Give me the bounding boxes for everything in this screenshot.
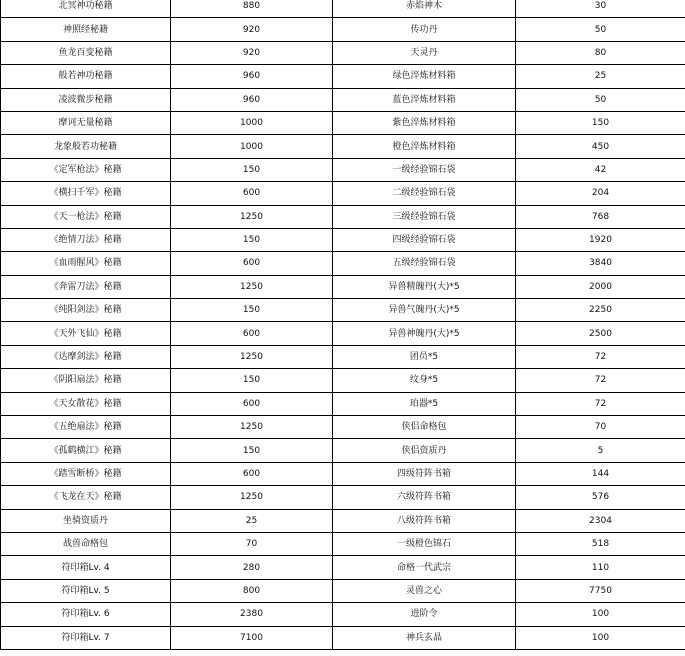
table-row bbox=[1, 603, 685, 626]
item-name-cell-2: 蓝色淬炼材料箱 bbox=[333, 88, 516, 111]
table-row bbox=[1, 416, 685, 439]
item-price-cell: 7100 bbox=[171, 626, 333, 649]
table-row bbox=[1, 299, 685, 322]
item-name-cell-2: 赤焰神木 bbox=[333, 0, 516, 18]
item-name-cell: 符印箱Lv. 6 bbox=[1, 603, 171, 626]
item-price-cell-2: 72 bbox=[516, 345, 685, 368]
item-price-cell-2: 50 bbox=[516, 88, 685, 111]
item-name-cell-2: 珀器*5 bbox=[333, 392, 516, 415]
item-name-cell: 坐骑资质丹 bbox=[1, 509, 171, 532]
item-price-cell: 150 bbox=[171, 228, 333, 251]
item-price-cell: 70 bbox=[171, 532, 333, 555]
item-price-cell-2: 25 bbox=[516, 65, 685, 88]
item-name-cell-2: 一级经验锦石袋 bbox=[333, 158, 516, 181]
item-name-cell: 《踏雪断桥》秘籍 bbox=[1, 462, 171, 485]
table-row bbox=[1, 345, 685, 368]
item-price-cell: 880 bbox=[171, 0, 333, 18]
item-name-cell: 《纯阳剑法》秘籍 bbox=[1, 299, 171, 322]
item-name-cell: 战兽命格包 bbox=[1, 532, 171, 555]
item-name-cell-2: 侠侣命格包 bbox=[333, 416, 516, 439]
table-row bbox=[1, 275, 685, 298]
item-name-cell-2: 四级符阵书箱 bbox=[333, 462, 516, 485]
item-name-cell-2: 团员*5 bbox=[333, 345, 516, 368]
item-name-cell-2: 侠侣资质丹 bbox=[333, 439, 516, 462]
item-name-cell: 般若神功秘籍 bbox=[1, 65, 171, 88]
item-price-cell: 150 bbox=[171, 299, 333, 322]
item-name-cell-2: 绿色淬炼材料箱 bbox=[333, 65, 516, 88]
item-name-cell: 神照经秘籍 bbox=[1, 18, 171, 41]
item-name-cell: 摩诃无量秘籍 bbox=[1, 111, 171, 134]
table-row bbox=[1, 369, 685, 392]
item-price-cell: 1250 bbox=[171, 205, 333, 228]
item-price-cell: 600 bbox=[171, 392, 333, 415]
table-row bbox=[1, 18, 685, 41]
item-name-cell-2: 紫色淬炼材料箱 bbox=[333, 111, 516, 134]
table-row bbox=[1, 532, 685, 555]
item-price-cell-2: 1920 bbox=[516, 228, 685, 251]
item-price-cell: 1250 bbox=[171, 416, 333, 439]
item-name-cell: 《五绝扇法》秘籍 bbox=[1, 416, 171, 439]
item-price-cell: 1000 bbox=[171, 111, 333, 134]
item-price-cell-2: 70 bbox=[516, 416, 685, 439]
item-name-cell: 《飞龙在天》秘籍 bbox=[1, 486, 171, 509]
table-row bbox=[1, 509, 685, 532]
item-price-cell: 1000 bbox=[171, 135, 333, 158]
table-row bbox=[1, 392, 685, 415]
item-name-cell-2: 进阶令 bbox=[333, 603, 516, 626]
item-name-cell: 鱼龙百变秘籍 bbox=[1, 41, 171, 64]
table-row bbox=[1, 158, 685, 181]
item-name-cell: 符印箱Lv. 4 bbox=[1, 556, 171, 579]
item-name-cell: 北冥神功秘籍 bbox=[1, 0, 171, 18]
item-price-cell: 960 bbox=[171, 88, 333, 111]
item-name-cell: 《天女散花》秘籍 bbox=[1, 392, 171, 415]
item-name-cell-2: 命格一代武宗 bbox=[333, 556, 516, 579]
item-price-cell: 960 bbox=[171, 65, 333, 88]
item-name-cell: 《奔雷刀法》秘籍 bbox=[1, 275, 171, 298]
item-price-cell: 2380 bbox=[171, 603, 333, 626]
table-row bbox=[1, 579, 685, 602]
item-price-cell: 600 bbox=[171, 252, 333, 275]
item-price-cell-2: 2250 bbox=[516, 299, 685, 322]
item-price-cell-2: 2500 bbox=[516, 322, 685, 345]
item-name-cell: 《血雨腥风》秘籍 bbox=[1, 252, 171, 275]
item-price-cell: 1250 bbox=[171, 275, 333, 298]
item-name-cell: 符印箱Lv. 7 bbox=[1, 626, 171, 649]
item-name-cell-2: 三级经验锦石袋 bbox=[333, 205, 516, 228]
item-price-cell-2: 576 bbox=[516, 486, 685, 509]
item-name-cell-2: 灵兽之心 bbox=[333, 579, 516, 602]
item-price-cell-2: 204 bbox=[516, 182, 685, 205]
item-price-cell-2: 518 bbox=[516, 532, 685, 555]
table-row bbox=[1, 205, 685, 228]
item-name-cell-2: 异兽神魄丹(大)*5 bbox=[333, 322, 516, 345]
item-price-cell: 1250 bbox=[171, 486, 333, 509]
table-row bbox=[1, 135, 685, 158]
table-row bbox=[1, 65, 685, 88]
item-name-cell-2: 异兽精魄丹(大)*5 bbox=[333, 275, 516, 298]
item-name-cell: 《天一枪法》秘籍 bbox=[1, 205, 171, 228]
item-name-cell-2: 一级橙色锦石 bbox=[333, 532, 516, 555]
item-price-cell: 920 bbox=[171, 18, 333, 41]
item-name-cell: 《定军枪法》秘籍 bbox=[1, 158, 171, 181]
item-name-cell: 《横扫千军》秘籍 bbox=[1, 182, 171, 205]
item-name-cell-2: 八级符阵书箱 bbox=[333, 509, 516, 532]
table-row bbox=[1, 228, 685, 251]
table-row bbox=[1, 0, 685, 18]
item-name-cell-2: 六级符阵书箱 bbox=[333, 486, 516, 509]
item-price-cell-2: 80 bbox=[516, 41, 685, 64]
item-name-cell: 龙象般若功秘籍 bbox=[1, 135, 171, 158]
item-name-cell-2: 传功丹 bbox=[333, 18, 516, 41]
item-name-cell-2: 五级经验锦石袋 bbox=[333, 252, 516, 275]
item-price-cell-2: 5 bbox=[516, 439, 685, 462]
item-price-cell: 600 bbox=[171, 182, 333, 205]
item-name-cell: 《阴阳扇法》秘籍 bbox=[1, 369, 171, 392]
item-name-cell: 凌波微步秘籍 bbox=[1, 88, 171, 111]
item-name-cell-2: 天灵丹 bbox=[333, 41, 516, 64]
table-row bbox=[1, 182, 685, 205]
item-name-cell: 《天外飞仙》秘籍 bbox=[1, 322, 171, 345]
item-name-cell: 符印箱Lv. 5 bbox=[1, 579, 171, 602]
item-price-cell-2: 768 bbox=[516, 205, 685, 228]
table-body bbox=[1, 0, 685, 649]
item-price-cell-2: 100 bbox=[516, 626, 685, 649]
item-price-cell-2: 7750 bbox=[516, 579, 685, 602]
item-name-cell-2: 橙色淬炼材料箱 bbox=[333, 135, 516, 158]
item-price-cell-2: 42 bbox=[516, 158, 685, 181]
table-row bbox=[1, 626, 685, 649]
item-price-cell: 150 bbox=[171, 439, 333, 462]
table-row bbox=[1, 556, 685, 579]
item-price-cell: 800 bbox=[171, 579, 333, 602]
item-price-cell-2: 144 bbox=[516, 462, 685, 485]
item-name-cell-2: 二级经验锦石袋 bbox=[333, 182, 516, 205]
item-price-cell-2: 450 bbox=[516, 135, 685, 158]
item-price-cell-2: 2000 bbox=[516, 275, 685, 298]
table-row bbox=[1, 462, 685, 485]
item-price-cell: 920 bbox=[171, 41, 333, 64]
item-price-cell: 280 bbox=[171, 556, 333, 579]
item-price-cell: 600 bbox=[171, 322, 333, 345]
item-price-cell-2: 50 bbox=[516, 18, 685, 41]
item-price-cell: 150 bbox=[171, 369, 333, 392]
item-name-cell: 《孤鹤横江》秘籍 bbox=[1, 439, 171, 462]
table-row bbox=[1, 88, 685, 111]
table-row bbox=[1, 111, 685, 134]
table-row bbox=[1, 322, 685, 345]
item-name-cell-2: 神兵玄晶 bbox=[333, 626, 516, 649]
item-price-cell: 150 bbox=[171, 158, 333, 181]
item-price-cell: 1250 bbox=[171, 345, 333, 368]
item-price-cell: 600 bbox=[171, 462, 333, 485]
item-price-cell-2: 150 bbox=[516, 111, 685, 134]
item-price-cell-2: 2304 bbox=[516, 509, 685, 532]
item-name-cell-2: 纹身*5 bbox=[333, 369, 516, 392]
item-price-cell-2: 100 bbox=[516, 603, 685, 626]
item-price-cell-2: 110 bbox=[516, 556, 685, 579]
item-name-cell: 《达摩剑法》秘籍 bbox=[1, 345, 171, 368]
item-price-cell-2: 30 bbox=[516, 0, 685, 18]
table-row bbox=[1, 252, 685, 275]
table-row bbox=[1, 41, 685, 64]
item-price-cell-2: 72 bbox=[516, 392, 685, 415]
item-price-cell-2: 72 bbox=[516, 369, 685, 392]
item-name-cell-2: 异兽气魄丹(大)*5 bbox=[333, 299, 516, 322]
table-row bbox=[1, 486, 685, 509]
item-price-cell: 25 bbox=[171, 509, 333, 532]
item-name-cell: 《绝情刀法》秘籍 bbox=[1, 228, 171, 251]
item-price-cell-2: 3840 bbox=[516, 252, 685, 275]
table-row bbox=[1, 439, 685, 462]
item-name-cell-2: 四级经验锦石袋 bbox=[333, 228, 516, 251]
